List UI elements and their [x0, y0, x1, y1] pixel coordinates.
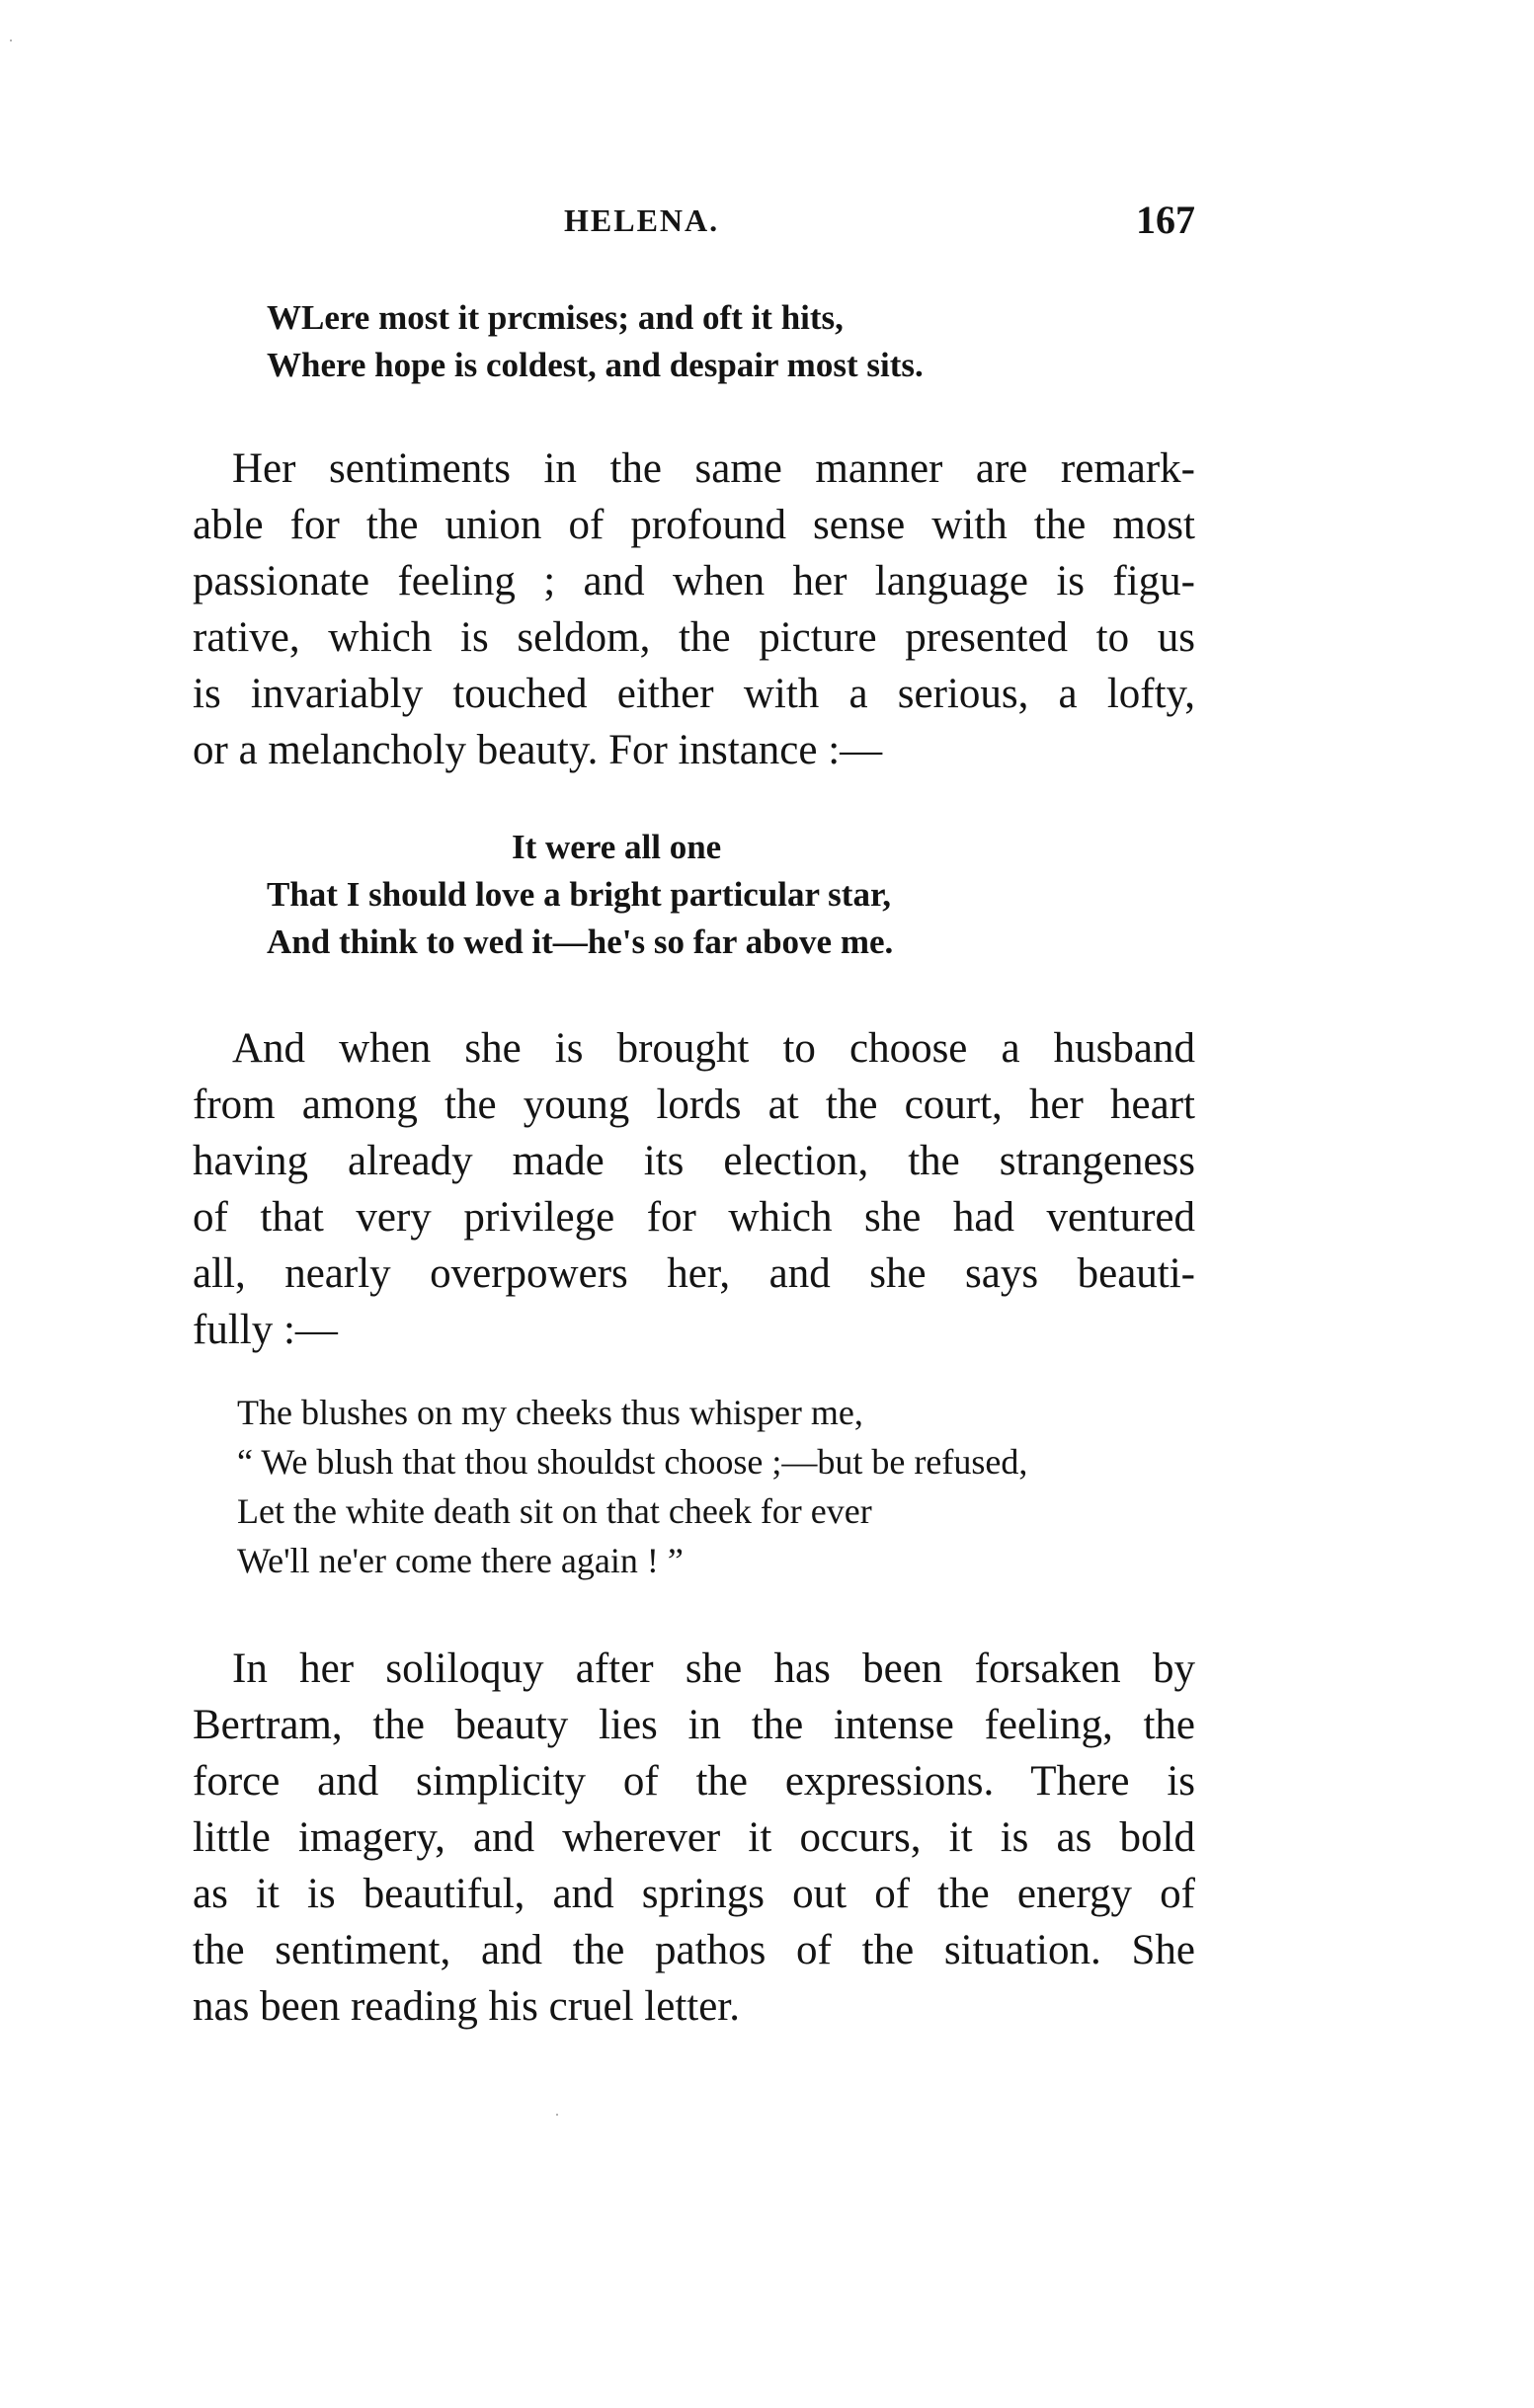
paragraph-line: passionate feeling ; and when her language is figu- — [193, 558, 1195, 604]
paragraph-2 — [193, 1020, 1195, 1358]
paragraph-line: And when she is brought to choose a husband — [232, 1025, 1195, 1072]
running-title: HELENA. — [564, 202, 720, 238]
verse-line: It were all one — [512, 828, 722, 866]
verse-quote-1 — [267, 294, 924, 389]
paragraph-line: nas been reading his cruel letter. — [193, 1983, 741, 2030]
verse-line: That I should love a bright particular star, — [267, 875, 892, 914]
paragraph-line: rative, which is seldom, the picture presented to us — [193, 614, 1195, 661]
verse-line: Let the white death sit on that cheek for ever — [237, 1491, 872, 1531]
paragraph-line: or a melancholy beauty. For instance :— — [193, 727, 883, 773]
paragraph-1 — [193, 441, 1195, 778]
paragraph-line: force and simplicity of the expressions. There is — [193, 1758, 1195, 1805]
verse-quote-3 — [237, 1388, 1027, 1585]
scan-speck — [556, 2114, 558, 2116]
page-number: 167 — [1136, 198, 1195, 242]
paragraph-line: is invariably touched either with a serious, a lofty, — [193, 671, 1195, 717]
verse-quote-2 — [267, 824, 893, 966]
verse-line: WLere most it prcmises; and oft it hits, — [267, 298, 844, 337]
scan-speck — [10, 40, 12, 41]
paragraph-line: as it is beautiful, and springs out of the energy of — [193, 1871, 1195, 1917]
paragraph-line: having already made its election, the strangeness — [193, 1138, 1195, 1184]
verse-line: The blushes on my cheeks thus whisper me, — [237, 1393, 863, 1432]
paragraph-line: of that very privilege for which she had ventured — [193, 1194, 1195, 1241]
paragraph-line: Her sentiments in the same manner are remark- — [232, 445, 1195, 492]
paragraph-line: Bertram, the beauty lies in the intense feeling, the — [193, 1702, 1195, 1748]
verse-line: Where hope is coldest, and despair most sits. — [267, 346, 924, 384]
paragraph-3 — [193, 1641, 1195, 2035]
paragraph-line: In her soliloquy after she has been forsaken by — [232, 1645, 1195, 1692]
paragraph-line: fully :— — [193, 1307, 338, 1353]
paragraph-line: little imagery, and wherever it occurs, it is as bold — [193, 1814, 1195, 1861]
paragraph-line: the sentiment, and the pathos of the situation. She — [193, 1927, 1195, 1973]
paragraph-line: able for the union of profound sense with the most — [193, 502, 1195, 548]
paragraph-line: from among the young lords at the court, her heart — [193, 1082, 1195, 1128]
verse-line: And think to wed it—he's so far above me. — [267, 923, 894, 961]
verse-line: We'll ne'er come there again ! ” — [237, 1541, 684, 1580]
verse-line: “ We blush that thou shouldst choose ;—but be refused, — [237, 1442, 1028, 1482]
page-header — [193, 198, 1195, 262]
paragraph-line: all, nearly overpowers her, and she says beauti- — [193, 1250, 1195, 1297]
